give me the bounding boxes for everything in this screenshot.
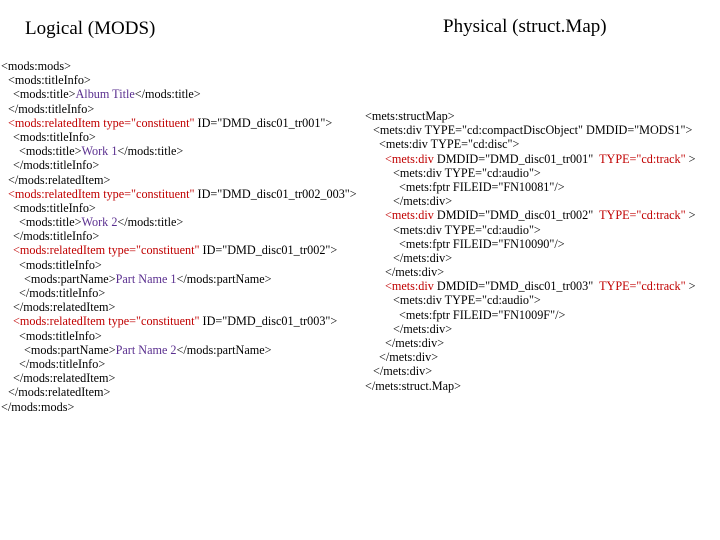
code-segment: <mets:div <box>385 279 434 294</box>
mods-code-line <box>1 286 357 300</box>
code-segment: Work 2 <box>81 215 118 230</box>
mods-code-line <box>1 102 357 116</box>
code-segment: DMDID="DMD_disc01_tr003" <box>433 279 594 294</box>
mods-code-line <box>1 314 357 328</box>
code-segment: <mets:fptr FILEID="FN10090"/> <box>399 236 565 251</box>
mods-code-line <box>1 130 357 144</box>
code-segment: </mets:div> <box>393 194 453 209</box>
code-segment: DMDID="DMD_disc01_tr002" <box>433 208 594 223</box>
mods-code-line <box>1 243 357 257</box>
structmap-code-line <box>365 379 696 393</box>
code-segment: </mods:titleInfo> <box>19 356 106 371</box>
code-segment: </mods:relatedItem> <box>8 172 111 187</box>
mods-code-line <box>1 201 357 215</box>
mods-code-line <box>1 258 357 272</box>
code-segment: <mets:div TYPE="cd:audio"> <box>393 293 541 308</box>
mods-code-line <box>1 158 357 172</box>
code-segment: </mods:mods> <box>1 399 75 414</box>
logical-heading: Logical (MODS) <box>25 18 156 39</box>
code-segment: <mods:titleInfo> <box>19 257 102 272</box>
code-segment: > <box>685 208 696 223</box>
code-segment: </mods:title> <box>117 144 184 159</box>
structmap-code-line <box>365 166 696 180</box>
physical-heading: Physical (struct.Map) <box>443 16 607 37</box>
structmap-code-line <box>365 180 696 194</box>
code-segment: ID="DMD_disc01_tr002"> <box>199 243 338 258</box>
structmap-code-line <box>365 194 696 208</box>
mods-code-line <box>1 229 357 243</box>
mods-code-line <box>1 357 357 371</box>
code-segment: <mets:div TYPE="cd:audio"> <box>393 222 541 237</box>
code-segment: </mods:titleInfo> <box>13 229 100 244</box>
code-segment: <mets:div TYPE="cd:audio"> <box>393 165 541 180</box>
mods-code-line <box>1 59 357 73</box>
code-segment: <mets:div <box>385 151 434 166</box>
code-segment: </mods:title> <box>134 87 201 102</box>
code-segment: </mods:partName> <box>176 271 272 286</box>
mods-code-line <box>1 187 357 201</box>
code-segment: > <box>685 279 696 294</box>
code-segment: TYPE="cd:track" <box>593 208 686 223</box>
code-segment: <mods:title> <box>19 215 82 230</box>
mods-code-line <box>1 385 357 399</box>
code-segment: </mets:div> <box>373 364 433 379</box>
structmap-code-line <box>365 293 696 307</box>
code-segment: </mods:relatedItem> <box>8 385 111 400</box>
code-segment: </mets:div> <box>393 321 453 336</box>
structmap-code-line <box>365 308 696 322</box>
code-segment: <mods:titleInfo> <box>19 328 102 343</box>
mods-code-line <box>1 144 357 158</box>
structmap-code-line <box>365 208 696 222</box>
code-segment: </mods:title> <box>117 215 184 230</box>
mods-code-line <box>1 116 357 130</box>
code-segment: </mods:titleInfo> <box>13 158 100 173</box>
structmap-code-line <box>365 364 696 378</box>
structmap-code-line <box>365 336 696 350</box>
code-segment: Part Name 2 <box>115 342 177 357</box>
code-segment: <mods:mods> <box>1 59 71 73</box>
code-segment: Part Name 1 <box>115 271 177 286</box>
mods-code-line <box>1 329 357 343</box>
code-segment: TYPE="cd:track" <box>593 151 686 166</box>
code-segment: ID="DMD_disc01_tr003"> <box>199 314 338 329</box>
code-segment: <mods:partName> <box>24 271 116 286</box>
code-segment: Work 1 <box>81 144 118 159</box>
code-segment: ID="DMD_disc01_tr002_003"> <box>194 186 357 201</box>
structmap-code-line <box>365 322 696 336</box>
mods-code-line <box>1 371 357 385</box>
code-segment: <mets:div TYPE="cd:compactDiscObject" DMDID="MODS1"> <box>373 123 693 138</box>
code-segment: TYPE="cd:track" <box>593 279 686 294</box>
code-segment: </mets:struct.Map> <box>365 378 462 393</box>
structmap-code-line <box>365 265 696 279</box>
mods-code-line <box>1 272 357 286</box>
code-segment: </mets:div> <box>385 265 445 280</box>
code-segment: DMDID="DMD_disc01_tr001" <box>433 151 594 166</box>
mods-code-line <box>1 173 357 187</box>
mods-code-line <box>1 215 357 229</box>
mods-code-line <box>1 87 357 101</box>
structmap-code-line <box>365 137 696 151</box>
code-segment: </mods:relatedItem> <box>13 371 116 386</box>
structmap-code-line <box>365 251 696 265</box>
structmap-code-line <box>365 223 696 237</box>
code-segment: <mods:relatedItem type="constituent" <box>8 115 195 130</box>
code-segment: <mods:title> <box>19 144 82 159</box>
structmap-code-line <box>365 109 696 123</box>
code-segment: <mods:titleInfo> <box>13 200 96 215</box>
mods-xml-listing <box>1 59 357 414</box>
code-segment: Album Title <box>75 87 135 102</box>
structmap-xml-listing <box>365 109 696 393</box>
code-segment: </mods:titleInfo> <box>19 286 106 300</box>
structmap-code-line <box>365 152 696 166</box>
code-segment: <mods:title> <box>13 87 76 102</box>
code-segment: </mods:partName> <box>176 342 272 357</box>
code-segment: <mods:relatedItem type="constituent" <box>8 186 195 201</box>
code-segment: </mods:relatedItem> <box>13 300 116 315</box>
code-segment: <mets:fptr FILEID="FN10081"/> <box>399 179 565 194</box>
code-segment: <mods:partName> <box>24 342 116 357</box>
code-segment: <mods:relatedItem type="constituent" <box>13 243 200 258</box>
structmap-code-line <box>365 350 696 364</box>
code-segment: ID="DMD_disc01_tr001"> <box>194 115 333 130</box>
mods-code-line <box>1 300 357 314</box>
code-segment: <mets:fptr FILEID="FN1009F"/> <box>399 307 566 322</box>
structmap-code-line <box>365 279 696 293</box>
code-segment: > <box>685 151 696 166</box>
code-segment: <mets:structMap> <box>365 109 455 123</box>
code-segment: <mods:relatedItem type="constituent" <box>13 314 200 329</box>
code-segment: <mets:div <box>385 208 434 223</box>
code-segment: <mods:titleInfo> <box>8 73 91 88</box>
code-segment: </mets:div> <box>379 350 439 365</box>
structmap-code-line <box>365 123 696 137</box>
code-segment: <mods:titleInfo> <box>13 129 96 144</box>
mods-code-line <box>1 73 357 87</box>
code-segment: </mets:div> <box>385 336 445 350</box>
mods-code-line <box>1 400 357 414</box>
structmap-code-line <box>365 237 696 251</box>
code-segment: <mets:div TYPE="cd:disc"> <box>379 137 520 152</box>
code-segment: </mets:div> <box>393 250 453 265</box>
mods-code-line <box>1 343 357 357</box>
code-segment: </mods:titleInfo> <box>8 101 95 116</box>
